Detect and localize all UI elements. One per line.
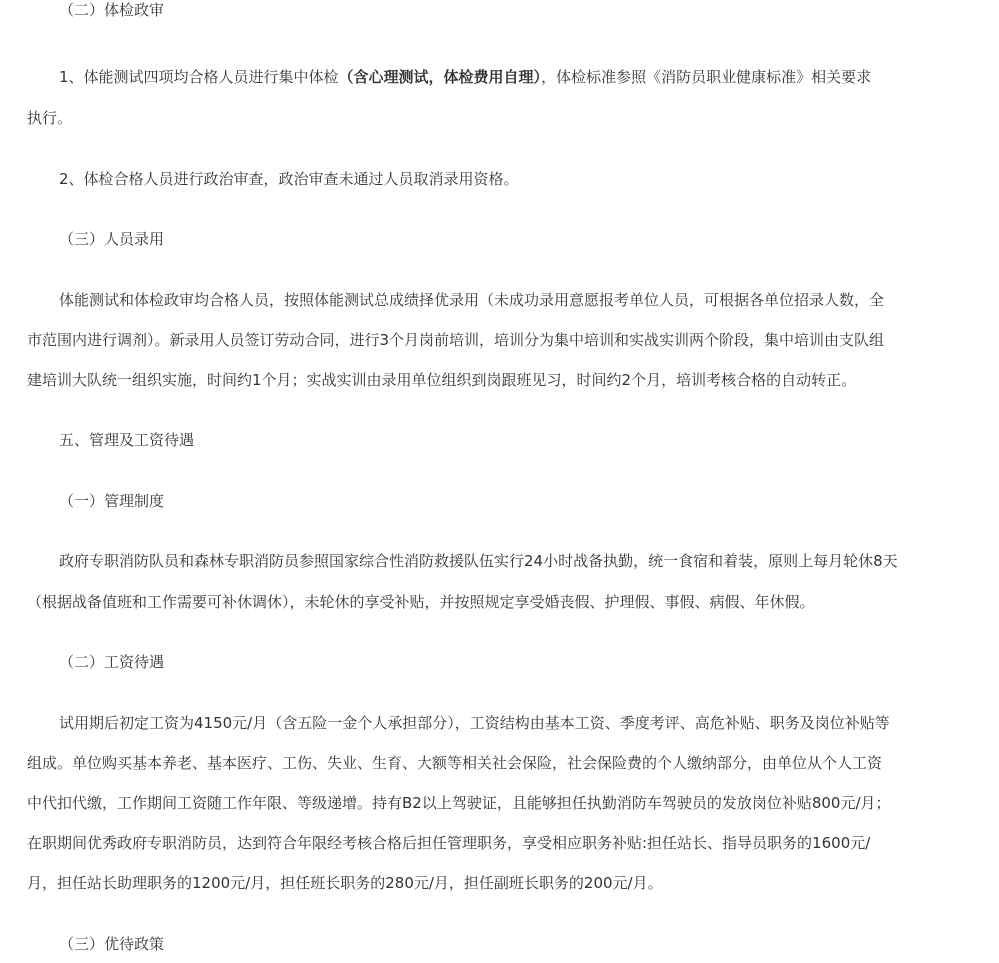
section-heading-management-system: （一）管理制度 (59, 492, 165, 510)
section-heading-salary: （二）工资待遇 (59, 653, 165, 671)
paragraph-text: 1、体能测试四项均合格人员进行集中体检 (59, 68, 339, 86)
paragraph-management-line-1: 政府专职消防队员和森林专职消防员参照国家综合性消防救援队伍实行24小时战备执勤，统一食宿和着装，原则上每月轮休8天 (59, 552, 898, 570)
section-heading-preferential-policy: （三）优待政策 (59, 935, 165, 953)
paragraph-salary-line-4: 在职期间优秀政府专职消防员，达到符合年限经考核合格后担任管理职务，享受相应职务补贴:担任站长、指导员职务的1600元/ (27, 834, 871, 852)
paragraph-political-review: 2、体检合格人员进行政治审查，政治审查未通过人员取消录用资格。 (59, 170, 519, 188)
paragraph-recruitment-line-3: 建培训大队统一组织实施，时间约1个月；实战实训由录用单位组织到岗跟班见习，时间约2个月，培训考核合格的自动转正。 (27, 371, 857, 389)
bold-emphasis-text: （含心理测试，体检费用自理） (338, 68, 542, 86)
paragraph-physical-exam-line-2: 执行。 (27, 109, 73, 127)
paragraph-recruitment-line-2: 市范围内进行调剂）。新录用人员签订劳动合同，进行3个月岗前培训，培训分为集中培训和实战实训两个阶段，集中培训由支队组 (27, 331, 885, 349)
paragraph-physical-exam-line-1 (59, 67, 871, 87)
paragraph-recruitment-line-1: 体能测试和体检政审均合格人员，按照体能测试总成绩择优录用（未成功录用意愿报考单位人员，可根据各单位招录人数，全 (59, 291, 885, 309)
paragraph-salary-line-3: 中代扣代缴，工作期间工资随工作年限、等级递增。持有B2以上驾驶证，且能够担任执勤消防车驾驶员的发放岗位补贴800元/月； (27, 794, 891, 812)
paragraph-salary-line-5: 月，担任站长助理职务的1200元/月，担任班长职务的280元/月，担任副班长职务的200元/月。 (27, 874, 663, 892)
paragraph-text: ，体检标准参照《消防员职业健康标准》相关要求 (541, 68, 872, 86)
section-heading-recruitment: （三）人员录用 (59, 230, 165, 248)
section-heading-physical-political-review: （二）体检政审 (59, 1, 165, 19)
paragraph-salary-line-2: 组成。单位购买基本养老、基本医疗、工伤、失业、生育、大额等相关社会保险，社会保险费的个人缴纳部分，由单位从个人工资 (27, 754, 883, 772)
paragraph-management-line-2: （根据战备值班和工作需要可补休调休），未轮休的享受补贴，并按照规定享受婚丧假、护理假、事假、病假、年休假。 (27, 593, 815, 611)
paragraph-salary-line-1: 试用期后初定工资为4150元/月（含五险一金个人承担部分），工资结构由基本工资、季度考评、高危补贴、职务及岗位补贴等 (59, 714, 890, 732)
section-heading-management-salary: 五、管理及工资待遇 (59, 431, 195, 449)
